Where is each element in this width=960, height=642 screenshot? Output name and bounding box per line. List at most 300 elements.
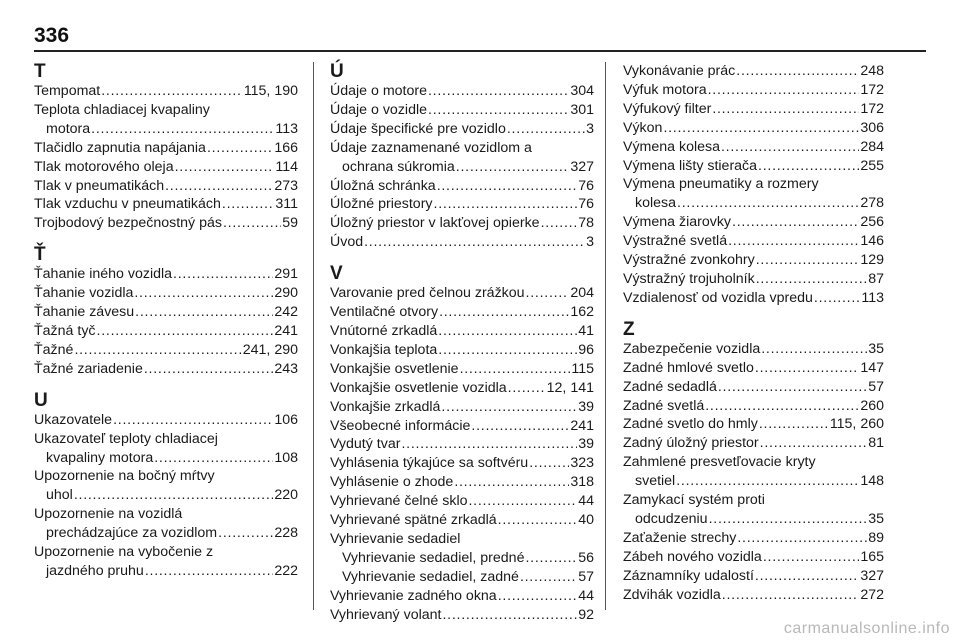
index-entry-line: [34, 158, 298, 177]
page-ref: 129: [860, 252, 884, 269]
index-entry: [330, 587, 594, 606]
index-term: Trojbodový bezpečnostný pás: [34, 215, 222, 232]
index-entry: [330, 398, 594, 417]
index-term: Výstražné svetlá: [623, 233, 728, 250]
page-ref: 115, 260: [829, 416, 884, 433]
page-ref: 306: [860, 119, 884, 136]
index-term: Vnútorné zrkadlá: [330, 322, 438, 339]
index-entry: [330, 530, 594, 587]
index-term: Výstražný trojuholník: [623, 270, 755, 287]
leader-dots: [468, 492, 577, 511]
index-entry: [623, 548, 884, 567]
page-ref: 301: [570, 101, 594, 118]
index-entry-line: [34, 139, 298, 158]
page-ref: 165: [860, 548, 884, 565]
index-entry-line: [34, 524, 298, 543]
index-term: Zdvihák vozidla: [623, 586, 721, 603]
page-ref: 172: [860, 81, 884, 98]
leader-dots: [454, 473, 569, 492]
index-entry-line: [330, 530, 594, 549]
index-entry: [34, 467, 298, 505]
index-entry-line: [34, 562, 298, 581]
index-term: Výstražné zvonkohry: [623, 252, 755, 269]
index-letter-heading: V: [330, 263, 343, 285]
index-column-1: [34, 62, 298, 581]
index-entry: [623, 359, 884, 378]
leader-dots: [456, 158, 570, 177]
index-term: Vyhrievaný volant: [330, 606, 442, 623]
leader-dots: [718, 378, 867, 397]
index-term: Ťahanie závesu: [34, 304, 135, 321]
index-entry: [623, 157, 884, 176]
leader-dots: [709, 510, 868, 529]
page-ref: 59: [282, 215, 298, 232]
leader-dots: [756, 251, 860, 270]
index-term: Úvod: [330, 234, 364, 251]
page-ref: 318: [570, 474, 594, 491]
leader-dots: [760, 434, 868, 453]
index-entry-line: [330, 341, 594, 360]
page-ref: 148: [860, 473, 884, 490]
index-entry-line: [34, 177, 298, 196]
page-ref: 166: [274, 139, 298, 156]
index-term: Ťahanie iného vozidla: [34, 266, 173, 283]
page-ref: 241, 290: [242, 341, 298, 358]
index-term: Vzdialenosť od vozidla vpredu: [623, 289, 813, 306]
leader-dots: [113, 411, 273, 430]
index-entry-line: [623, 510, 884, 529]
index-entry-line: [623, 270, 884, 289]
index-entry: [330, 101, 594, 120]
index-term: Zamykací systém proti: [623, 492, 765, 509]
index-entry-line: [330, 177, 594, 196]
index-entry: [34, 360, 298, 379]
index-entry-line: [330, 398, 594, 417]
index-entry: [623, 100, 884, 119]
index-term: Výmena lišty stierača: [623, 157, 758, 174]
page-ref: 241: [570, 417, 594, 434]
index-entry-line: [342, 549, 594, 568]
index-entry: [623, 232, 884, 251]
page-number: 336: [34, 24, 70, 47]
leader-dots: [525, 549, 577, 568]
index-term: Vyhrievanie sedadiel, zadné: [342, 568, 519, 585]
index-entry-line: [623, 213, 884, 232]
page-ref: 172: [860, 100, 884, 117]
index-term: Ukazovateľ teploty chladiacej: [34, 430, 218, 447]
leader-dots: [442, 606, 577, 625]
leader-dots: [705, 397, 859, 416]
index-term: Výfukový filter: [623, 100, 712, 117]
index-term: uhol: [46, 487, 73, 504]
page-ref: 311: [275, 196, 298, 213]
leader-dots: [223, 214, 281, 233]
index-term: Údaje špecifické pre vozidlo: [330, 120, 506, 137]
page-ref: 12, 141: [546, 379, 594, 396]
index-term: Zahmlené presvetľovacie kryty: [623, 454, 816, 471]
index-term: Tempomat: [34, 83, 101, 99]
index-entry: [34, 101, 298, 139]
leader-dots: [736, 62, 859, 81]
page-ref: 57: [868, 378, 884, 395]
leader-dots: [814, 289, 860, 308]
leader-dots: [97, 322, 274, 341]
page-ref: 108: [274, 449, 298, 466]
page-ref: 115: [571, 360, 594, 377]
index-letter-heading: T: [34, 61, 46, 82]
index-term: Zadné svetlo do hmly: [623, 416, 758, 433]
index-entry-line: [330, 303, 594, 322]
leader-dots: [721, 138, 859, 157]
leader-dots: [529, 454, 569, 473]
page-ref: 44: [578, 587, 594, 604]
index-entry: [330, 322, 594, 341]
index-entry-line: [623, 491, 884, 510]
index-entry: [34, 322, 298, 341]
index-entry-line: [623, 397, 884, 416]
index-term: Zaťaženie strechy: [623, 529, 737, 546]
index-entry: [34, 411, 298, 430]
index-entry: [34, 195, 298, 214]
leader-dots: [508, 379, 546, 398]
index-term: Vyhlásenia týkajúce sa softvéru: [330, 455, 529, 472]
index-term: Zábeh nového vozidla: [623, 548, 762, 565]
index-entry-line: [34, 430, 298, 449]
page-ref: 44: [578, 493, 594, 510]
index-entry-line: [623, 251, 884, 270]
index-entry: [623, 251, 884, 270]
index-entry-line: [623, 175, 884, 194]
leader-dots: [732, 213, 859, 232]
index-entry-line: [330, 82, 594, 101]
index-term: Údaje o vozidle: [330, 101, 428, 118]
index-entry-line: [34, 543, 298, 562]
index-term: Ukazovatele: [34, 411, 113, 428]
leader-dots: [428, 101, 569, 120]
leader-dots: [728, 232, 859, 251]
index-entry: [623, 119, 884, 138]
index-entry: [34, 177, 298, 196]
index-term: Vyhrievané spätné zrkadlá: [330, 512, 497, 529]
page-ref: 162: [570, 304, 594, 321]
index-entry: [623, 415, 884, 434]
index-entry: [330, 360, 594, 379]
index-entry: [623, 453, 884, 491]
index-entry-line: [330, 214, 594, 233]
index-entry: [34, 505, 298, 543]
leader-dots: [437, 177, 578, 196]
page-ref: 273: [274, 177, 298, 194]
page-ref: 39: [578, 436, 594, 453]
page-ref: 260: [860, 397, 884, 414]
index-entry-line: [34, 101, 298, 120]
index-term: Zadné svetlá: [623, 397, 705, 414]
index-term: Teplota chladiacej kvapaliny: [34, 101, 210, 118]
index-entry-line: [34, 120, 298, 139]
leader-dots: [677, 194, 859, 213]
index-entry-line: [330, 454, 594, 473]
index-term: Ťažné: [34, 341, 74, 358]
leader-dots: [755, 359, 859, 378]
index-term: Výmena pneumatiky a rozmery: [623, 176, 819, 193]
leader-dots: [438, 322, 577, 341]
leader-dots: [498, 587, 578, 606]
index-term: Tlak v pneumatikách: [34, 177, 165, 194]
page-ref: 243: [274, 360, 298, 377]
index-entry-line: [330, 101, 594, 120]
leader-dots: [541, 214, 578, 233]
index-entry-line: [330, 379, 594, 398]
index-entry-line: [623, 529, 884, 548]
index-entry: [330, 606, 594, 625]
index-entry-line: [330, 158, 594, 177]
index-letter-heading: Z: [623, 318, 635, 340]
page-ref: 113: [275, 120, 298, 137]
index-entry: [623, 397, 884, 416]
index-term: Vykonávanie prác: [623, 63, 736, 79]
leader-dots: [74, 341, 241, 360]
index-term: Upozornenie na bočný mŕtvy: [34, 468, 215, 485]
index-term: Tlačidlo zapnutia napájania: [34, 139, 206, 156]
page-ref: 92: [578, 606, 594, 623]
index-entry: [623, 213, 884, 232]
leader-dots: [520, 568, 577, 587]
index-term: prechádzajúce za vozidlom: [46, 525, 218, 542]
index-term: Vyhrievanie zadného okna: [330, 587, 497, 604]
leader-dots: [460, 360, 571, 379]
index-entry: [330, 341, 594, 360]
index-term: Varovanie pred čelnou zrážkou: [330, 285, 525, 302]
page-ref: 248: [860, 63, 884, 79]
leader-dots: [175, 158, 275, 177]
page-ref: 327: [570, 158, 594, 175]
index-term: Údaje zaznamenané vozidlom a: [330, 139, 532, 156]
index-entry: [330, 139, 594, 177]
index-entry-line: [34, 303, 298, 322]
leader-dots: [758, 157, 859, 176]
index-term: Vydutý tvar: [330, 436, 401, 453]
page-ref: 106: [274, 411, 298, 428]
index-entry-line: [623, 157, 884, 176]
leader-dots: [218, 524, 273, 543]
page-ref: 290: [274, 285, 298, 302]
page-ref: 204: [570, 285, 594, 302]
index-entry-line: [330, 322, 594, 341]
page-ref: 220: [274, 487, 298, 504]
page-ref: 222: [274, 562, 298, 579]
leader-dots: [439, 303, 569, 322]
index-entry-line: [623, 378, 884, 397]
page-ref: 89: [868, 529, 884, 546]
index-term: Zadné hmlové svetlo: [623, 359, 754, 376]
index-entry-line: [330, 606, 594, 625]
index-term: kvapaliny motora: [46, 449, 154, 466]
index-entry: [623, 270, 884, 289]
index-entry-line: [623, 472, 884, 491]
index-entry-line: [623, 100, 884, 119]
index-term: Upozornenie na vozidlá: [34, 506, 183, 523]
index-term: Ťahanie vozidla: [34, 285, 134, 302]
leader-dots: [498, 511, 578, 530]
index-entry-line: [330, 360, 594, 379]
leader-dots: [759, 415, 829, 434]
index-entry: [330, 120, 594, 139]
index-entry-line: [330, 120, 594, 139]
leader-dots: [145, 562, 274, 581]
leader-dots: [401, 435, 577, 454]
index-column-3: [623, 62, 884, 604]
index-entry-line: [623, 340, 884, 359]
index-letter-heading: Ť: [34, 244, 46, 266]
header-rule: [34, 50, 926, 52]
index-entry: [34, 139, 298, 158]
leader-dots: [165, 177, 273, 196]
leader-dots: [676, 472, 859, 491]
index-entry-line: [330, 233, 594, 252]
index-entry-line: [330, 587, 594, 606]
index-entry-line: [623, 194, 884, 213]
page-ref: 35: [868, 510, 884, 527]
index-term: kolesa: [635, 195, 677, 212]
page-ref: 96: [578, 341, 594, 358]
index-entry-line: [330, 435, 594, 454]
page-ref: 115, 190: [243, 83, 298, 99]
index-term: Tlak motorového oleja: [34, 158, 174, 175]
index-term: Záznamníky udalostí: [623, 567, 754, 584]
index-entry: [330, 511, 594, 530]
index-entry: [330, 177, 594, 196]
page-ref: 323: [570, 455, 594, 472]
leader-dots: [144, 360, 273, 379]
index-term: Vonkajšie osvetlenie vozidla: [330, 379, 507, 396]
page-ref: 40: [578, 512, 594, 529]
index-entry-line: [34, 467, 298, 486]
index-term: odcudzeniu: [635, 510, 708, 527]
index-entry: [623, 62, 884, 81]
index-term: ochrana súkromia: [342, 158, 455, 175]
index-entry: [330, 303, 594, 322]
leader-dots: [222, 195, 274, 214]
leader-dots: [74, 486, 274, 505]
page-ref: 304: [570, 83, 594, 99]
index-entry-line: [34, 322, 298, 341]
index-term: Vonkajšie osvetlenie: [330, 360, 459, 377]
column-divider: [313, 62, 314, 610]
index-entry-line: [330, 195, 594, 214]
index-entry-line: [330, 417, 594, 436]
page-ref: 327: [860, 567, 884, 584]
page-ref: 57: [578, 568, 594, 585]
index-term: Vyhrievanie sedadiel: [330, 530, 461, 547]
page-ref: 291: [274, 266, 298, 283]
index-entry: [34, 303, 298, 322]
index-entry: [623, 378, 884, 397]
index-column-2: [330, 62, 594, 624]
index-entry-line: [623, 434, 884, 453]
index-entry: [623, 529, 884, 548]
leader-dots: [154, 449, 273, 468]
index-entry-line: [34, 214, 298, 233]
index-entry-line: [623, 138, 884, 157]
leader-dots: [755, 567, 859, 586]
index-entry-line: [623, 62, 884, 81]
index-entry-line: [34, 486, 298, 505]
index-entry: [34, 284, 298, 303]
index-entry-line: [623, 453, 884, 472]
page-ref: 81: [868, 435, 884, 452]
index-subentries: [330, 549, 594, 587]
index-term: Úložné priestory: [330, 196, 433, 213]
page-ref: 3: [586, 120, 594, 137]
index-entry: [342, 549, 594, 568]
page-ref: 284: [860, 138, 884, 155]
page-ref: 228: [274, 525, 298, 542]
index-entry: [623, 175, 884, 213]
column-divider: [605, 62, 606, 610]
index-entry: [342, 568, 594, 587]
index-term: Vyhlásenie o zhode: [330, 474, 454, 491]
index-entry: [330, 195, 594, 214]
index-term: Všeobecné informácie: [330, 417, 471, 434]
index-entry: [330, 435, 594, 454]
leader-dots: [708, 81, 860, 100]
index-entry: [34, 543, 298, 581]
index-entry: [330, 214, 594, 233]
index-term: Upozornenie na vybočenie z: [34, 544, 214, 561]
index-entry-line: [34, 449, 298, 468]
page-ref: 278: [860, 195, 884, 212]
index-term: Ventilačné otvory: [330, 304, 439, 321]
leader-dots: [101, 82, 243, 101]
index-term: Vonkajšia teplota: [330, 341, 438, 358]
page-ref: 3: [586, 234, 594, 251]
leader-dots: [135, 303, 273, 322]
leader-dots: [91, 120, 274, 139]
index-entry-line: [623, 548, 884, 567]
index-entry-line: [34, 195, 298, 214]
index-entry: [330, 473, 594, 492]
index-entry-line: [34, 284, 298, 303]
leader-dots: [763, 548, 860, 567]
index-term: Zadné sedadlá: [623, 378, 717, 395]
index-entry: [623, 567, 884, 586]
index-entry: [623, 340, 884, 359]
index-entry-line: [623, 415, 884, 434]
index-entry-line: [330, 492, 594, 511]
page-ref: 241: [274, 322, 298, 339]
index-term: Úložný priestor v lakťovej opierke: [330, 215, 540, 232]
index-entry-line: [623, 232, 884, 251]
index-term: Vonkajšie zrkadlá: [330, 398, 441, 415]
index-entry-line: [34, 265, 298, 284]
index-entry-line: [330, 473, 594, 492]
page-ref: 114: [275, 158, 298, 175]
leader-dots: [441, 398, 577, 417]
index-entry: [623, 289, 884, 308]
index-term: motora: [46, 120, 91, 137]
page-ref: 56: [578, 549, 594, 566]
leader-dots: [737, 529, 867, 548]
index-entry-line: [34, 341, 298, 360]
index-entry: [330, 233, 594, 252]
index-entry-line: [623, 567, 884, 586]
index-term: Vyhrievanie sedadiel, predné: [342, 549, 525, 566]
index-entry: [330, 82, 594, 101]
leader-dots: [434, 195, 578, 214]
index-term: Zabezpečenie vozidla: [623, 340, 761, 357]
page-ref: 78: [578, 215, 594, 232]
index-term: svetiel: [635, 473, 676, 490]
